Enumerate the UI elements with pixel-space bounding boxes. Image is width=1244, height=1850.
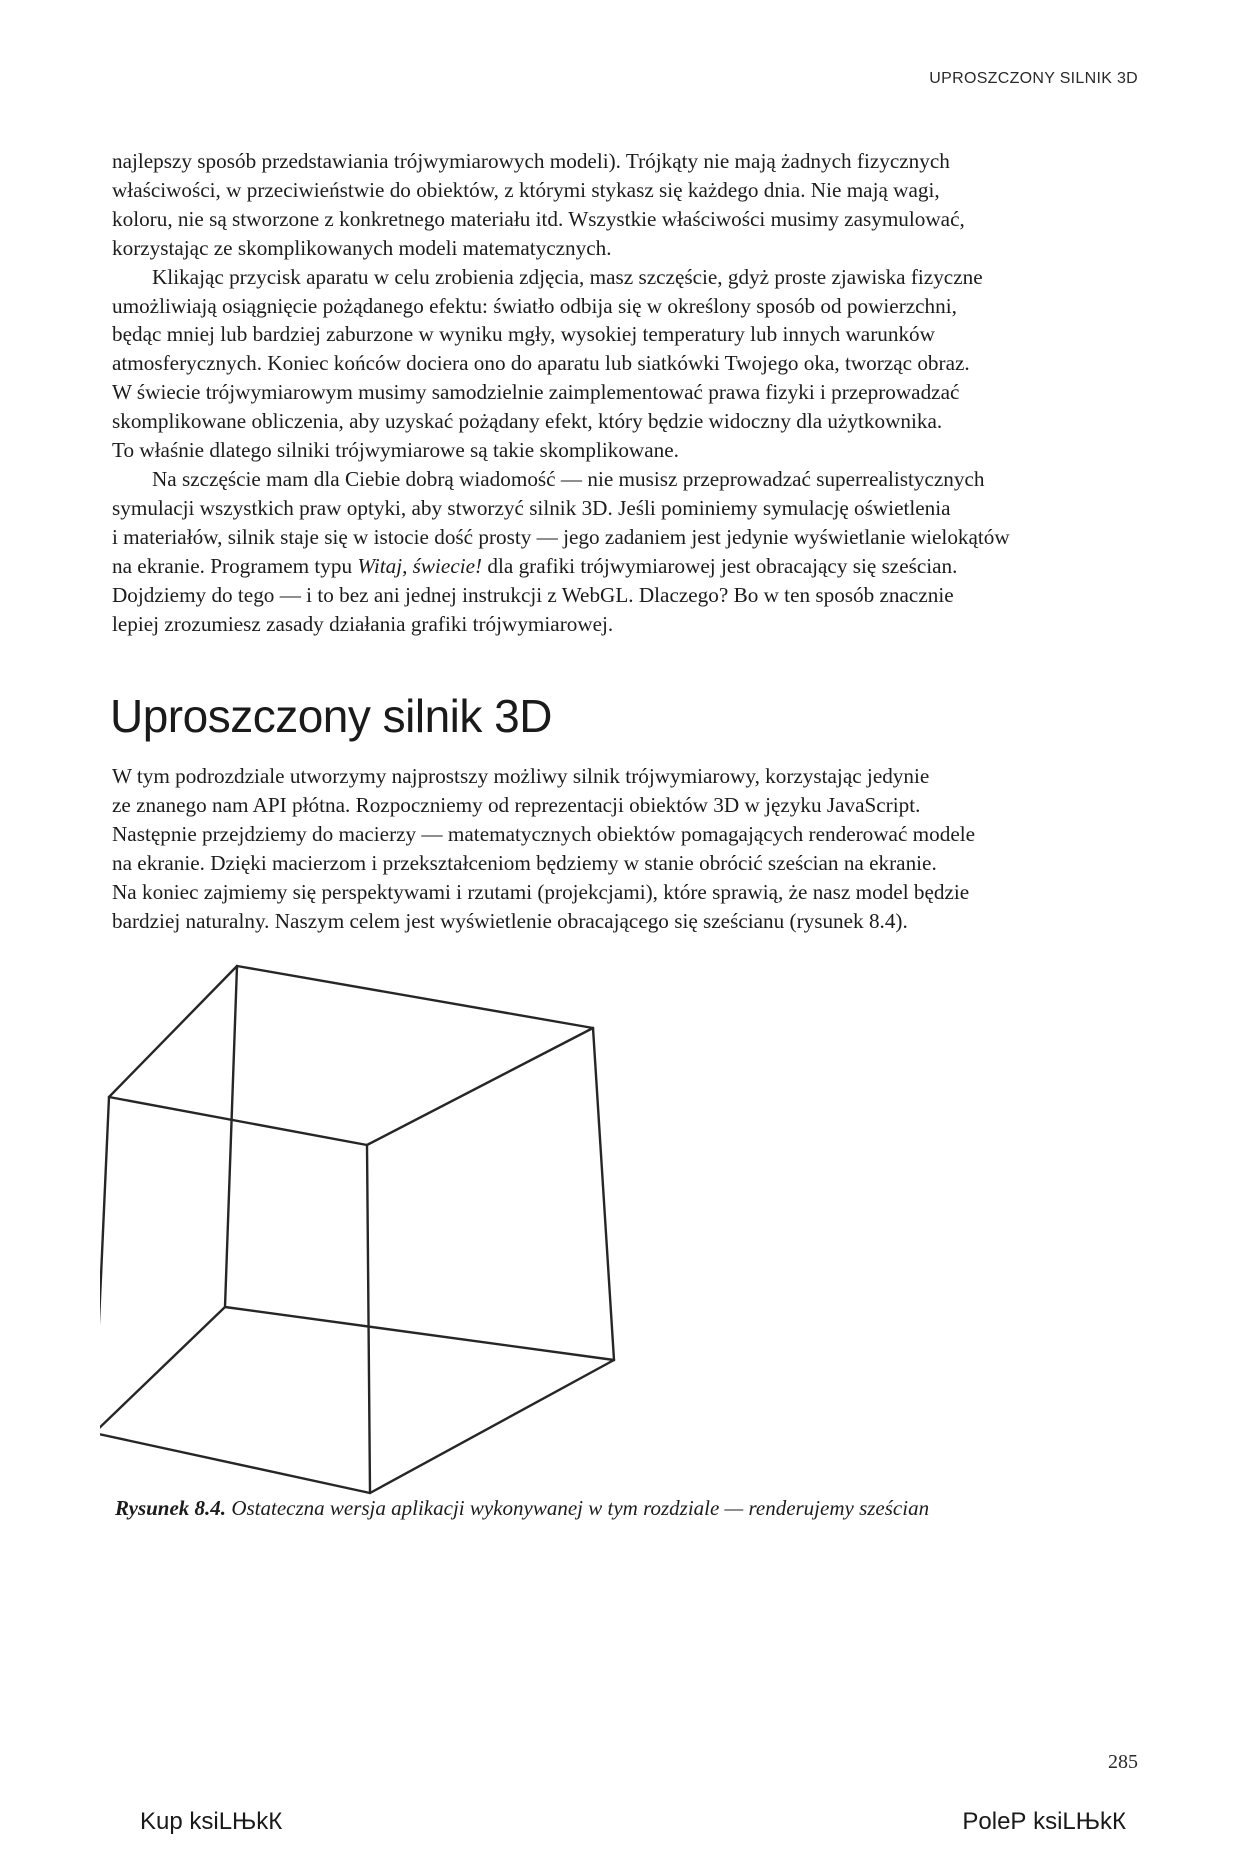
running-header: UPROSZCZONY SILNIK 3D — [929, 70, 1138, 87]
cube-edge — [100, 1433, 370, 1493]
cube-edge — [109, 966, 237, 1097]
figure-caption-label: Rysunek 8.4. — [115, 1496, 227, 1520]
page-number: 285 — [1108, 1751, 1138, 1773]
paragraph-3-start: Na szczęście mam dla Ciebie dobrą wiadomość — nie musisz przeprowadzać superrealistycznych symulacji wszystkich praw optyki, aby stworzyć silnik 3D. Jeśli pominiemy symulację oświetlenia i materiałów, silnik staje się w istocie dość prosty — jego zadaniem jest jedynie wyświetlanie wielokątów na ekranie. Programem typu — [112, 466, 1010, 578]
cube-edge — [367, 1145, 370, 1493]
recommend-book-link[interactable]: PoleР ksiLЊkК — [962, 1808, 1126, 1835]
paragraph-2: Klikając przycisk aparatu w celu zrobienia zdjęcia, masz szczęście, gdyż proste zjawiska fizyczne umożliwiają osiągnięcie pożądanego efektu: światło odbija się w określony sposób od powierzchni, będąc mniej lub bardziej zaburzone w wyniku mgły, wysokiej temperatury lub innych warunków atmosferycznych. Koniec końców dociera ono do aparatu lub siatkówki Twojego oka, tworząc obraz. W świecie trójwymiarowym musimy samodzielnie zaimplementować prawa fizyki i przeprowadzać skomplikowane obliczenia, aby uzyskać pożądany efekt, który będzie widoczny dla użytkownika. To właśnie dlatego silniki trójwymiarowe są takie skomplikowane. — [112, 264, 983, 463]
cube-edge — [370, 1360, 614, 1493]
paragraph-1: najlepszy sposób przedstawiania trójwymiarowych modeli). Trójkąty nie mają żadnych fizycznych właściwości, w przeciwieństwie do obiektów, z którymi stykasz się każdego dnia. Nie mają wagi, koloru, nie są stworzone z konkretnego materiału itd. Wszystkie właściwości musimy zasymulować, korzystając ze skomplikowanych modeli matematycznych. — [112, 149, 965, 260]
cube-figure — [100, 958, 620, 1498]
section-paragraph: W tym podrozdziale utworzymy najprostszy możliwy silnik trójwymiarowy, korzystając jedynie ze znanego nam API płótna. Rozpoczniemy od reprezentacji obiektów 3D w języku JavaScript. Następnie przejdziemy do macierzy — matematycznych obiektów pomagających renderować modele na ekranie. Dzięki macierzom i przekształceniom będziemy w stanie obrócić sześcian na ekranie. Na koniec zajmiemy się perspektywami i rzutami (projekcjami), które sprawią, że nasz model będzie bardziej naturalny. Naszym celem jest wyświetlenie obracającego się sześcianu (rysunek 8.4). — [112, 764, 976, 933]
cube-edge — [225, 966, 237, 1307]
section-body — [112, 762, 1138, 935]
figure-caption — [115, 1494, 929, 1522]
intro-text — [112, 147, 1138, 638]
cube-edge — [237, 966, 593, 1028]
cube-edge — [593, 1028, 614, 1360]
paragraph-3 — [112, 465, 1138, 638]
cube-edge — [367, 1028, 593, 1145]
cube-edges — [100, 966, 614, 1493]
wireframe-cube-image — [100, 958, 620, 1498]
cube-edge — [100, 1097, 109, 1433]
cube-edge — [100, 1307, 225, 1433]
cube-edge — [225, 1307, 614, 1360]
buy-book-link[interactable]: Kup ksiLЊkК — [140, 1808, 283, 1835]
paragraph-3-end: dla grafiki trójwymiarowej jest obracający się sześcian. Dojdziemy do tego — i to bez ani jednej instrukcji z WebGL. Dlaczego? Bo w ten sposób znacznie lepiej zrozumiesz zasady działania grafiki trójwymiarowej. — [112, 553, 958, 636]
paragraph-3-emphasis: Witaj, świecie! — [357, 553, 483, 578]
cube-edge — [109, 1097, 367, 1145]
section-heading: Uproszczony silnik 3D — [110, 690, 552, 742]
figure-caption-text: Ostateczna wersja aplikacji wykonywanej w tym rozdziale — renderujemy sześcian — [226, 1496, 930, 1520]
